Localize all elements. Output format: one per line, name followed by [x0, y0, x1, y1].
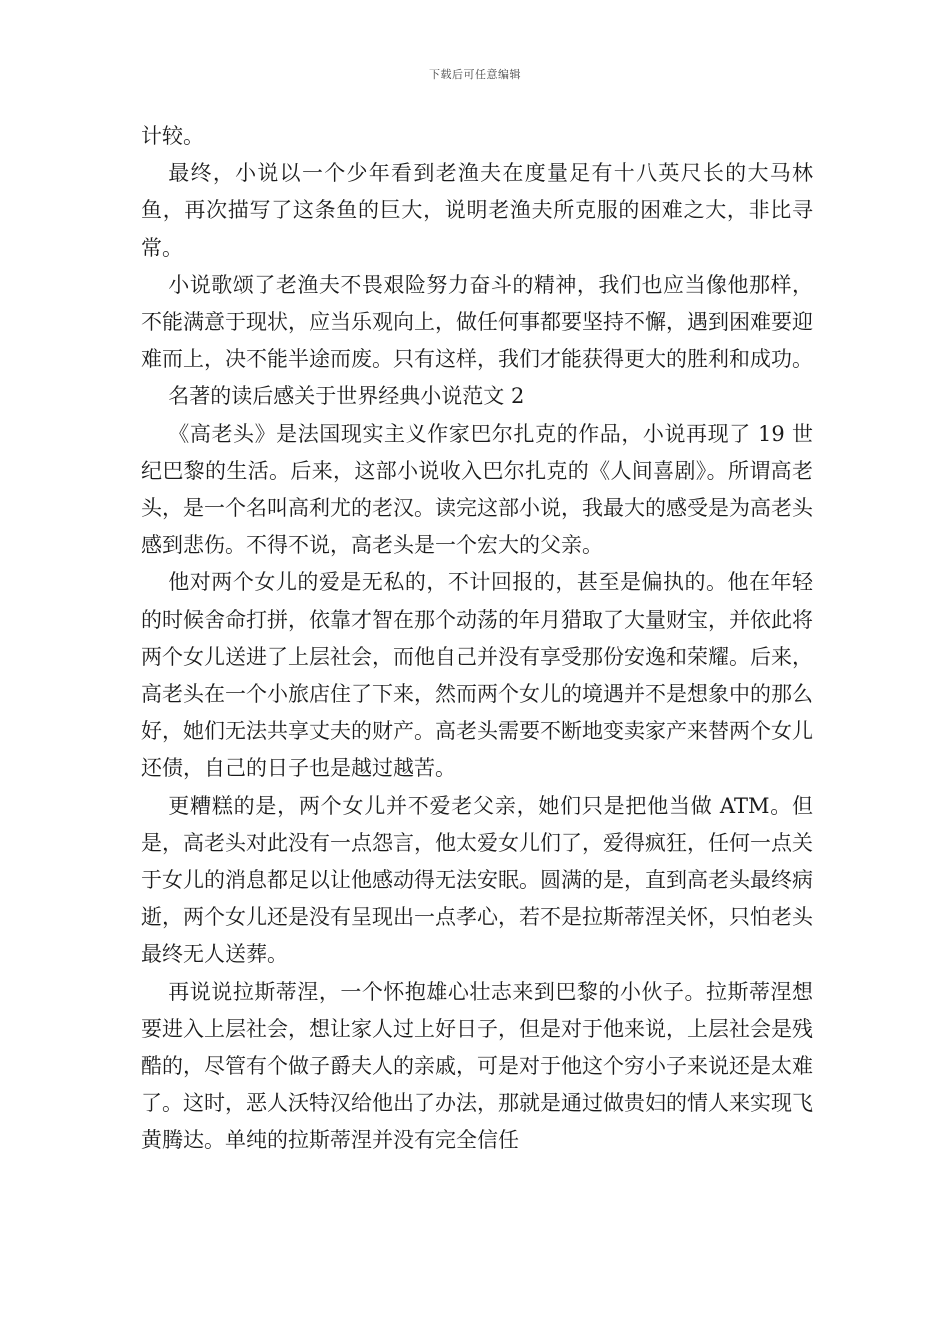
document-body [141, 118, 813, 1160]
paragraph: 小说歌颂了老渔夫不畏艰险努力奋斗的精神，我们也应当像他那样，不能满意于现状，应当乐观向上，做任何事都要坚持不懈，遇到困难要迎难而上，决不能半途而废。只有这样，我们才能获得更大的胜利和成功。 [141, 272, 813, 372]
paragraph: 计较。 [141, 124, 204, 148]
paragraph: 《高老头》是法国现实主义作家巴尔扎克的作品，小说再现了 19 世纪巴黎的生活。后来，这部小说收入巴尔扎克的《人间喜剧》。所谓高老头，是一个名叫高利尤的老汉。读完这部小说，我最大的感受是为高老头感到悲伤。不得不说，高老头是一个宏大的父亲。 [141, 421, 813, 558]
section-heading: 名著的读后感关于世界经典小说范文 2 [168, 384, 525, 409]
paragraph: 最终，小说以一个少年看到老渔夫在度量足有十八英尺长的大马林鱼，再次描写了这条鱼的巨大，说明老渔夫所克服的困难之大，非比寻常。 [141, 161, 813, 260]
paragraph: 更糟糕的是，两个女儿并不爱老父亲，她们只是把他当做 ATM。但是，高老头对此没有一点怨言，他太爱女儿们了，爱得疯狂，任何一点关于女儿的消息都足以让他感动得无法安眠。圆满的是，直到高老头最终病逝，两个女儿还是没有呈现出一点孝心，若不是拉斯蒂涅关怀，只怕老头最终无人送葬。 [141, 793, 813, 967]
paragraph: 他对两个女儿的爱是无私的，不计回报的，甚至是偏执的。他在年轻的时候舍命打拼，依靠才智在那个动荡的年月猎取了大量财宝，并依此将两个女儿送进了上层社会，而他自己并没有享受那份安逸和荣耀。后来，高老头在一个小旅店住了下来，然而两个女儿的境遇并不是想象中的那么好，她们无法共享丈夫的财产。高老头需要不断地变卖家产来替两个女儿还债，自己的日子也是越过越苦。 [141, 570, 813, 781]
paragraph: 再说说拉斯蒂涅，一个怀抱雄心壮志来到巴黎的小伙子。拉斯蒂涅想要进入上层社会，想让家人过上好日子，但是对于他来说，上层社会是残酷的，尽管有个做子爵夫人的亲戚，可是对于他这个穷小子来说还是太难了。这时，恶人沃特汉给他出了办法，那就是通过做贵妇的情人来实现飞黄腾达。单纯的拉斯蒂涅并没有完全信任 [141, 979, 813, 1153]
page-header: 下载后可任意编辑 [429, 68, 521, 81]
